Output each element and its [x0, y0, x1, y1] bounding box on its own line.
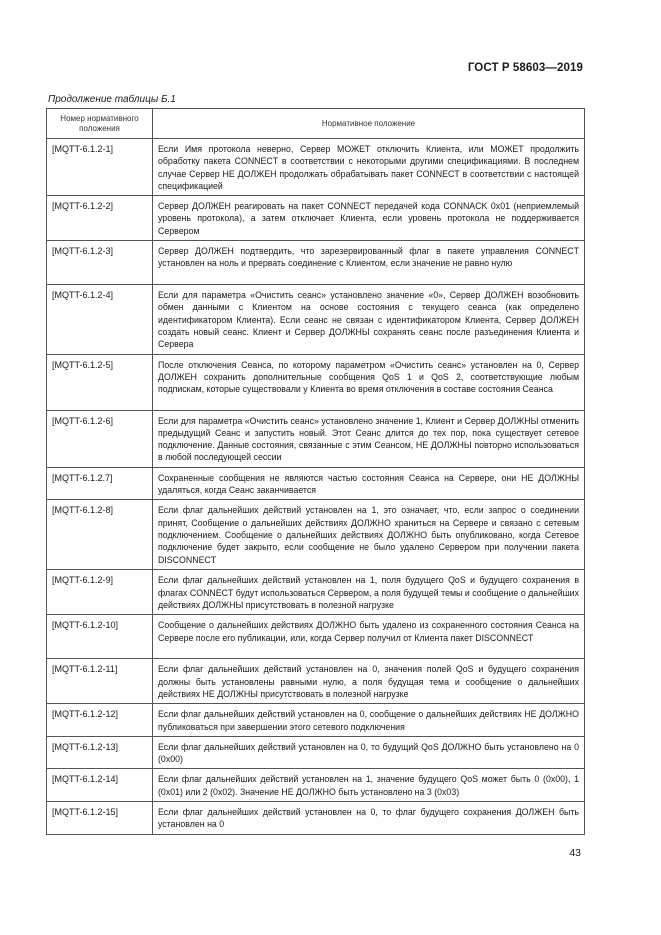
table-row — [47, 196, 585, 241]
provision-text: Сохраненные сообщения не являются частью состояния Сеанса на Сервере, они НЕ ДОЛЖНЫ удаляться, когда Сеанс заканчивается — [153, 467, 585, 500]
provision-text: Если для параметра «Очистить сеанс» установлено значение «0», Сервер ДОЛЖЕН возобновить обмен данными с Клиентом на основе состояния с текущего сеанса (как определено идентификатором Клиента). Если сеанс не связан с идентификатором Клиента, Сервер ДОЛЖЕН создать новый сеанс. Клиент и Сервер ДОЛЖНЫ сохранять сеанс после разъединения Клиента и Сервера — [153, 285, 585, 354]
provision-id: [MQTT-6.1.2-5] — [47, 354, 153, 410]
provision-id: [MQTT-6.1.2.7] — [47, 467, 153, 500]
provision-id: [MQTT-6.1.2-4] — [47, 285, 153, 354]
table-row — [47, 704, 585, 737]
table-row — [47, 769, 585, 802]
provision-id: [MQTT-6.1.2-6] — [47, 410, 153, 467]
column-header-number: Номер нормативного положения — [47, 109, 153, 139]
page-number: 43 — [569, 847, 581, 859]
provision-id: [MQTT-6.1.2-13] — [47, 736, 153, 769]
provision-text: Если флаг дальнейших действий установлен на 1, это означает, что, если запрос о соединении принят, Сообщение о дальнейших действиях ДОЛЖНО храниться на Сервере и связано с сетевым подключением. Сообщение о дальнейших действиях ДОЛЖНО быть опубликовано, когда Сетевое подключение будет закрыто, если сообщение не было удалено Сервером при получении пакета DISCONNECT — [153, 500, 585, 570]
provision-text: Если флаг дальнейших действий установлен на 0, то будущий QoS ДОЛЖНО быть установлено на 0 (0x00) — [153, 736, 585, 769]
column-header-provision: Нормативное положение — [153, 109, 585, 139]
table-row — [47, 615, 585, 659]
table-row — [47, 354, 585, 410]
provision-id: [MQTT-6.1.2-14] — [47, 769, 153, 802]
table-row — [47, 285, 585, 354]
table-row — [47, 500, 585, 570]
table-caption: Продолжение таблицы Б.1 — [48, 94, 176, 105]
table-row — [47, 736, 585, 769]
provision-id: [MQTT-6.1.2-1] — [47, 139, 153, 196]
table-row — [47, 410, 585, 467]
provision-text: Если флаг дальнейших действий установлен на 1, поля будущего QoS и будущего сохранения в флагах CONNECT будут использоваться Сервером, а поля будущей темы и сообщение о дальнейших действиях ДОЛЖНЫ присутствовать в полезной нагрузке — [153, 570, 585, 615]
provision-text: Если Имя протокола неверно, Сервер МОЖЕТ отключить Клиента, или МОЖЕТ продолжить обработку пакета CONNECT в соответствии с некоторыми другими спецификациями. В последнем случае Сервер НЕ ДОЛЖЕН продолжать обрабатывать пакет CONNECT в соответствии с настоящей спецификацией — [153, 139, 585, 196]
provision-id: [MQTT-6.1.2-10] — [47, 615, 153, 659]
provision-text: Если флаг дальнейших действий установлен на 0, то флаг будущего сохранения ДОЛЖЕН быть установлен на 0 — [153, 802, 585, 835]
table-row — [47, 802, 585, 835]
provision-text: Если флаг дальнейших действий установлен на 0, значения полей QoS и будущего сохранения должны быть установлены равными нулю, а поля будущая тема и сообщение о дальнейших действиях НЕ ДОЛЖНЫ присутствовать в полезной нагрузке — [153, 659, 585, 704]
provision-text: Если флаг дальнейших действий установлен на 1, значение будущего QoS может быть 0 (0x00), 1 (0x01) или 2 (0x02). Значение НЕ ДОЛЖНО быть установлено на 3 (0x03) — [153, 769, 585, 802]
provision-text: Если флаг дальнейших действий установлен на 0, сообщение о дальнейших действиях НЕ ДОЛЖНО публиковаться при завершении этого сетевого подключения — [153, 704, 585, 737]
table-row — [47, 241, 585, 285]
table-header-row — [47, 109, 585, 139]
standard-code: ГОСТ Р 58603—2019 — [467, 62, 583, 74]
provision-id: [MQTT-6.1.2-2] — [47, 196, 153, 241]
table-row — [47, 139, 585, 196]
provision-id: [MQTT-6.1.2-15] — [47, 802, 153, 835]
provision-text: После отключения Сеанса, по которому параметром «Очистить сеанс» установлен на 0, Сервер ДОЛЖЕН сохранить дополнительные сообщения QoS 1 и QoS 2, соответствующие любым подпискам, которые существовали у Клиента во время отключения в составе состояния Сеанса — [153, 354, 585, 410]
table-row — [47, 659, 585, 704]
table-row — [47, 467, 585, 500]
provision-id: [MQTT-6.1.2-12] — [47, 704, 153, 737]
provision-id: [MQTT-6.1.2-11] — [47, 659, 153, 704]
provision-id: [MQTT-6.1.2-8] — [47, 500, 153, 570]
provision-text: Сервер ДОЛЖЕН подтвердить, что зарезервированный флаг в пакете управления CONNECT установлен на ноль и прервать соединение с Клиентом, если значение не равно нулю — [153, 241, 585, 285]
provision-text: Сообщение о дальнейших действиях ДОЛЖНО быть удалено из сохраненного состояния Сеанса на Сервере после его публикации, или, когда Сервер получил от Клиента пакет DISCONNECT — [153, 615, 585, 659]
provision-text: Сервер ДОЛЖЕН реагировать на пакет CONNECT передачей кода CONNACK 0x01 (неприемлемый уровень протокола), а затем отключает Клиента, если уровень протокола не поддерживается Сервером — [153, 196, 585, 241]
table-row — [47, 570, 585, 615]
requirements-table — [46, 108, 585, 835]
provision-text: Если для параметра «Очистить сеанс» установлено значение 1, Клиент и Сервер ДОЛЖНЫ отменить предыдущий Сеанс и запустить новый. Этот Сеанс длится до тех пор, пока существует сетевое подключение. Данные состояния, связанные с этим Сеансом, НЕ ДОЛЖНЫ повторно использоваться в любой последующей сессии — [153, 410, 585, 467]
provision-id: [MQTT-6.1.2-3] — [47, 241, 153, 285]
provision-id: [MQTT-6.1.2-9] — [47, 570, 153, 615]
